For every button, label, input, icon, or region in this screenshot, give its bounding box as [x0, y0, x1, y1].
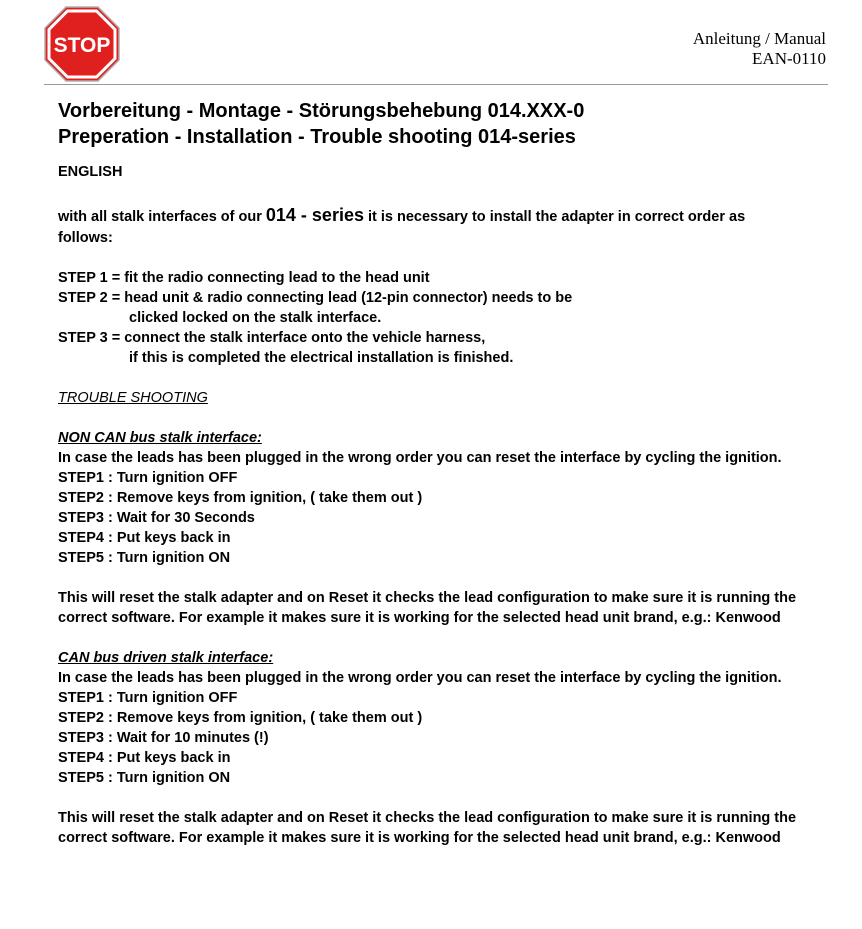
doc-label: Anleitung / Manual	[692, 29, 826, 48]
non-can-step: STEP1 : Turn ignition OFF	[58, 470, 238, 486]
stop-sign-text: STOP	[53, 34, 111, 57]
ean-code: EAN-0110	[752, 49, 826, 68]
can-step: STEP4 : Put keys back in	[58, 750, 231, 766]
intro-series: 014 - series	[265, 205, 364, 225]
intro-post: it is necessary to install the adapter in correct order as	[363, 209, 746, 225]
install-step-3a: STEP 3 = connect the stalk interface onto the vehicle harness,	[58, 330, 486, 346]
can-step: STEP3 : Wait for 10 minutes (!)	[58, 730, 269, 746]
non-can-step: STEP3 : Wait for 30 Seconds	[58, 510, 255, 526]
can-step: STEP5 : Turn ignition ON	[58, 770, 231, 786]
can-step: STEP1 : Turn ignition OFF	[58, 690, 238, 706]
can-intro: In case the leads has been plugged in the wrong order you can reset the interface by cycling the ignition.	[58, 670, 782, 686]
install-step-3b: if this is completed the electrical installation is finished.	[129, 350, 514, 366]
language-label: ENGLISH	[58, 164, 123, 180]
install-step-2b: clicked locked on the stalk interface.	[129, 310, 382, 326]
can-note-1: This will reset the stalk adapter and on Reset it checks the lead configuration to make sure it is running the	[58, 810, 797, 826]
non-can-step: STEP2 : Remove keys from ignition, ( take them out )	[58, 490, 423, 506]
document-header	[693, 29, 826, 69]
non-can-step: STEP4 : Put keys back in	[58, 530, 231, 546]
non-can-intro: In case the leads has been plugged in the wrong order you can reset the interface by cycling the ignition.	[58, 450, 782, 466]
intro-line-2: follows:	[58, 230, 113, 246]
title-line-1: Vorbereitung - Montage - Störungsbehebung 014.XXX-0	[58, 100, 585, 122]
non-can-note-1: This will reset the stalk adapter and on Reset it checks the lead configuration to make sure it is running the	[58, 590, 797, 606]
can-heading: CAN bus driven stalk interface:	[58, 650, 274, 666]
non-can-heading: NON CAN bus stalk interface:	[58, 430, 262, 446]
can-step: STEP2 : Remove keys from ignition, ( take them out )	[58, 710, 423, 726]
intro-line-1	[58, 204, 828, 228]
intro-pre: with all stalk interfaces of our	[58, 209, 266, 225]
non-can-step: STEP5 : Turn ignition ON	[58, 550, 231, 566]
stop-sign-logo	[44, 6, 120, 82]
install-step-1: STEP 1 = fit the radio connecting lead to the head unit	[58, 270, 430, 286]
header-divider	[44, 84, 828, 85]
can-note-2: correct software. For example it makes sure it is working for the selected head unit brand, e.g.: Kenwood	[58, 830, 781, 846]
install-step-2a: STEP 2 = head unit & radio connecting lead (12-pin connector) needs to be	[58, 290, 573, 306]
title-line-2: Preperation - Installation - Trouble shooting 014-series	[58, 126, 576, 148]
trouble-heading: TROUBLE SHOOTING	[58, 390, 208, 406]
document-body	[58, 98, 828, 848]
non-can-note-2: correct software. For example it makes sure it is working for the selected head unit brand, e.g.: Kenwood	[58, 610, 781, 626]
